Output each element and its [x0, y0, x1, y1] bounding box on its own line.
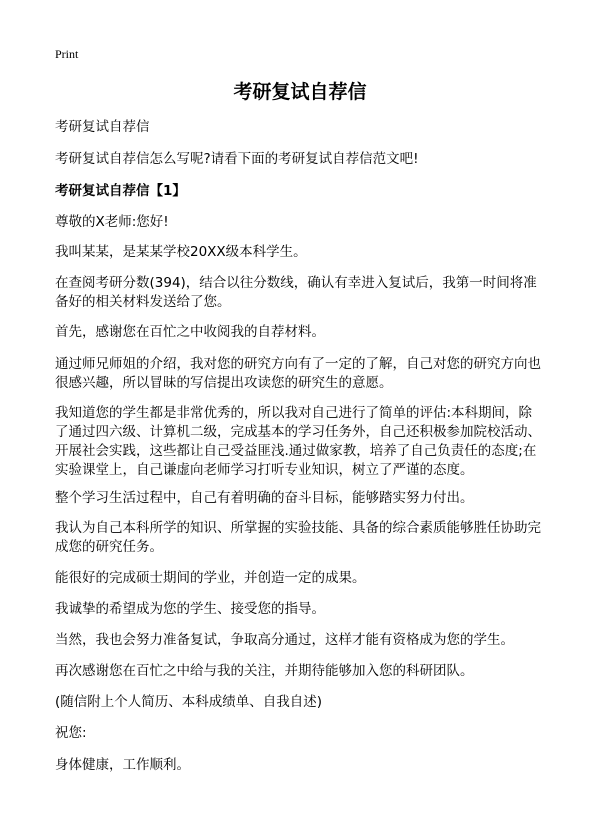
- paragraph-line: 备好的相关材料发送给了您。: [55, 294, 231, 310]
- subtitle-paragraph: [55, 118, 595, 137]
- paragraph-line: 能很好的完成硕士期间的学业，并创造一定的成果。: [55, 570, 366, 586]
- paragraph-line: 尊敬的X老师:您好!: [55, 214, 169, 230]
- paragraph-line: 考研复试自荐信怎么写呢?请看下面的考研复试自荐信范文吧!: [55, 151, 419, 167]
- paragraph-line: 考研复试自荐信: [55, 119, 150, 135]
- print-link[interactable]: Print: [55, 47, 79, 61]
- paragraph-line: 祝您:: [55, 725, 87, 741]
- paragraph-line: 通过师兄师姐的介绍，我对您的研究方向有了一定的了解，自己对您的研究方向也: [55, 356, 541, 372]
- paragraph-line: 我诚挚的希望成为您的学生、接受您的指导。: [55, 601, 325, 617]
- body-paragraph: [55, 355, 595, 393]
- body-paragraph: [55, 662, 595, 681]
- paragraph-line: 很感兴趣，所以冒昧的写信提出攻读您的研究生的意愿。: [55, 375, 393, 391]
- body-paragraph: [55, 600, 595, 619]
- body-paragraph: [55, 631, 595, 650]
- attachment-note: [55, 693, 595, 712]
- body-paragraph: [55, 569, 595, 588]
- paragraph-line: 首先，感谢您在百忙之中收阅我的自荐材料。: [55, 324, 325, 340]
- body-paragraph: [55, 519, 595, 557]
- paragraph-line: 当然，我也会努力准备复试，争取高分通过，这样才能有资格成为您的学生。: [55, 632, 514, 648]
- paragraph-line: 我认为自己本科所学的知识、所掌握的实验技能、具备的综合素质能够胜任协助完: [55, 520, 541, 536]
- paragraph-line: 身体健康，工作顺利。: [55, 757, 190, 773]
- body-paragraph: [55, 489, 595, 508]
- body-paragraph: [55, 404, 595, 480]
- paragraph-line: 我叫某某，是某某学校20XX级本科学生。: [55, 244, 307, 260]
- section-heading: [55, 182, 595, 201]
- paragraph-line: 成您的研究任务。: [55, 539, 163, 555]
- closing-wish: [55, 756, 595, 775]
- page-title: 考研复试自荐信: [233, 81, 367, 103]
- closing-greeting: [55, 724, 595, 743]
- paragraph-line: 我知道您的学生都是非常优秀的，所以我对自己进行了简单的评估:本科期间，除: [55, 405, 533, 421]
- paragraph-line: 整个学习生活过程中，自己有着明确的奋斗目标，能够踏实努力付出。: [55, 490, 474, 506]
- salutation-paragraph: [55, 213, 595, 232]
- paragraph-line: 开展社会实践，这些都让自己受益匪浅.通过做家教，培养了自己负责任的态度;在: [55, 443, 537, 459]
- intro-paragraph: [55, 150, 595, 169]
- paragraph-line: 了通过四六级、计算机二级，完成基本的学习任务外，自己还积极参加院校活动、: [55, 424, 541, 440]
- body-paragraph: [55, 323, 595, 342]
- paragraph-line: 在查阅考研分数(394)，结合以往分数线，确认有幸进入复试后，我第一时间将准: [55, 275, 537, 291]
- body-paragraph: [55, 243, 595, 262]
- paragraph-line: 考研复试自荐信【1】: [55, 183, 186, 199]
- body-paragraph: [55, 274, 595, 312]
- paragraph-line: 实验课堂上，自己谦虚向老师学习打听专业知识，树立了严谨的态度。: [55, 462, 474, 478]
- paragraph-line: 再次感谢您在百忙之中给与我的关注，并期待能够加入您的科研团队。: [55, 663, 474, 679]
- paragraph-line: (随信附上个人简历、本科成绩单、自我自述): [55, 694, 323, 710]
